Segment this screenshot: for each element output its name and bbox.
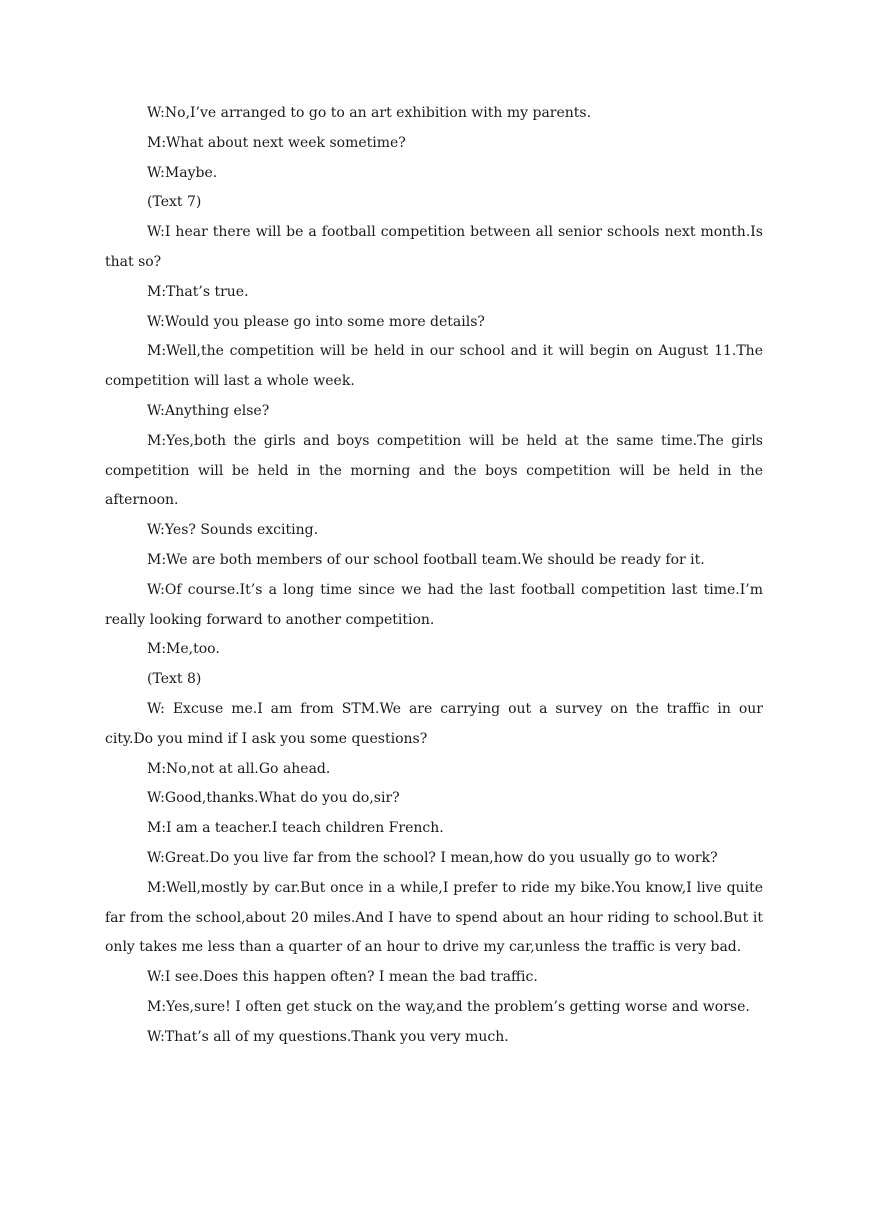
dialogue-line: W:No,I’ve arranged to go to an art exhibition with my parents. [147,105,592,121]
dialogue-line: M:Well,mostly by car.But once in a while,I prefer to ride my bike.You know,I live quite far from the school,about 20 miles.And I have to spend about an hour riding to school.But it only takes me less than a quarter of an hour to drive my car,unless the traffic is very bad. [105,879,763,956]
transcript-text [105,99,763,1053]
dialogue-line: W:Would you please go into some more details? [147,313,485,330]
dialogue-line: W:I hear there will be a football competition between all senior schools next month.Is that so? [105,224,763,270]
dialogue-line: M:No,not at all.Go ahead. [147,760,331,777]
dialogue-line: M:We are both members of our school football team.We should be ready for it. [147,551,705,568]
dialogue-line: M:Well,the competition will be held in our school and it will begin on August 11.The competition will last a whole week. [105,343,763,390]
dialogue-line: M:I am a teacher.I teach children French. [147,820,444,837]
dialogue-line: W:Maybe. [147,164,218,181]
dialogue-line: W:That’s all of my questions.Thank you very much. [147,1028,509,1045]
section-heading-text-8: (Text 8) [147,671,202,688]
dialogue-line: W:Anything else? [147,402,270,419]
dialogue-line: W:Of course.It’s a long time since we had the last football competition last time.I’m really looking forward to another competition. [105,581,763,628]
dialogue-line: W:I see.Does this happen often? I mean the bad traffic. [147,969,538,986]
dialogue-line: W:Yes? Sounds exciting. [147,522,319,539]
dialogue-line: W:Great.Do you live far from the school? I mean,how do you usually go to work? [147,849,718,866]
dialogue-line: W: Excuse me.I am from STM.We are carrying out a survey on the traffic in our city.Do you mind if I ask you some questions? [105,700,763,747]
dialogue-line: M:Me,too. [147,641,220,658]
dialogue-line: M:Yes,both the girls and boys competition will be held at the same time.The girls competition will be held in the morning and the boys competition will be held in the afternoon. [105,432,763,509]
dialogue-line: W:Good,thanks.What do you do,sir? [147,790,400,807]
dialogue-line: M:What about next week sometime? [147,134,406,151]
dialogue-line: M:That’s true. [147,283,249,300]
dialogue-line: M:Yes,sure! I often get stuck on the way,and the problem’s getting worse and worse. [147,998,750,1015]
section-heading-text-7: (Text 7) [147,194,202,211]
